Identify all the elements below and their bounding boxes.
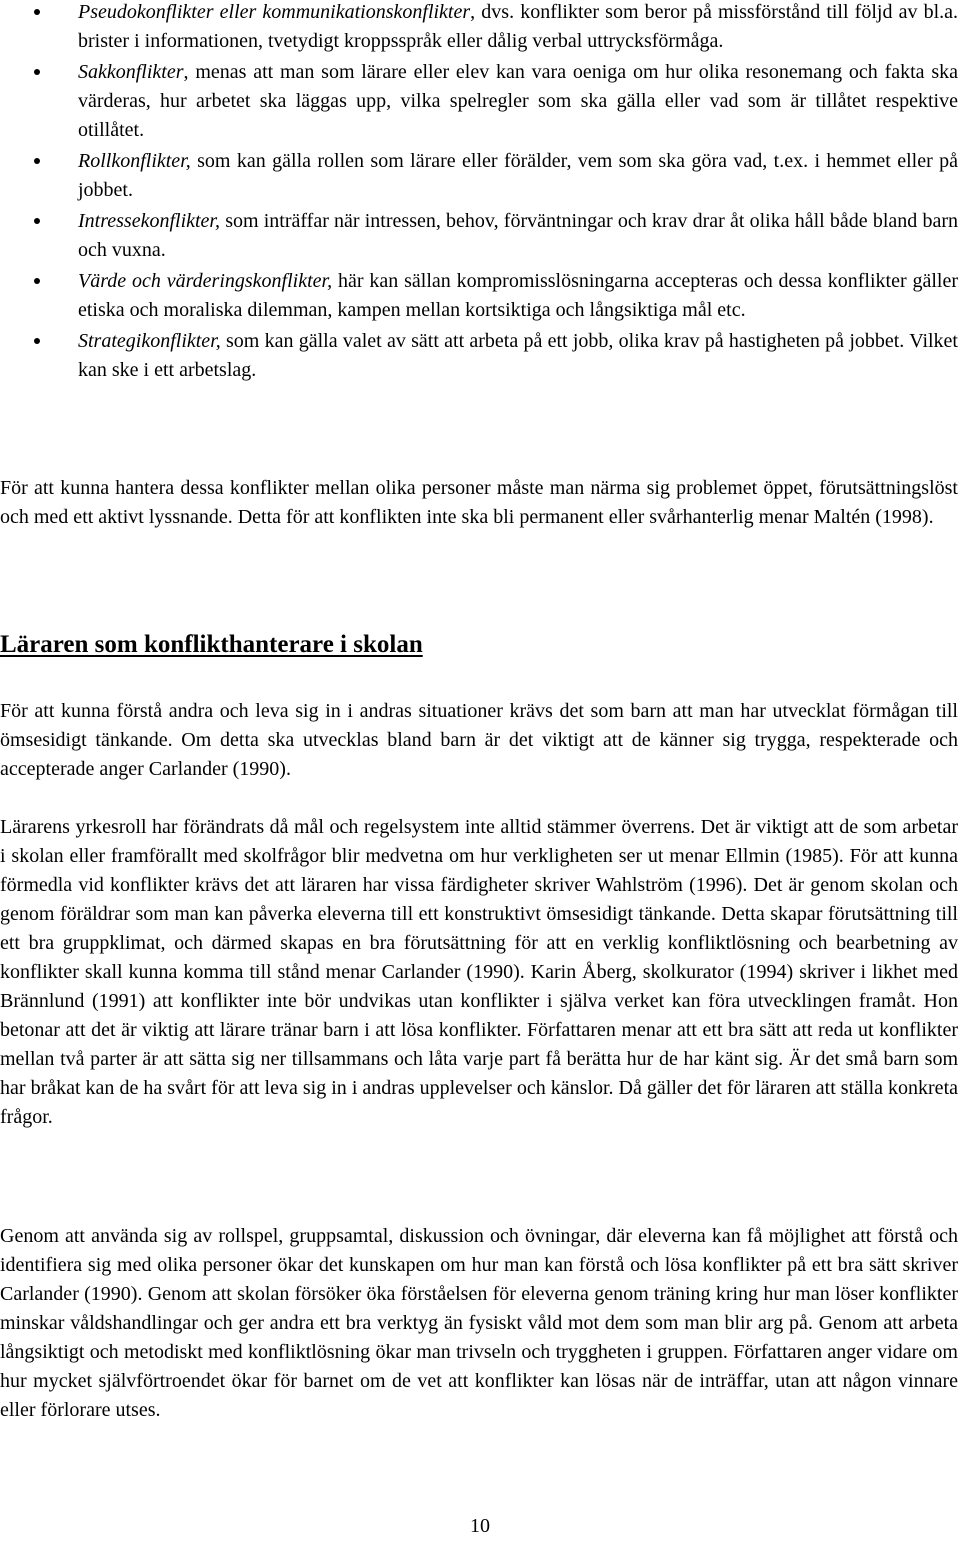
bullet-term: Sakkonflikter bbox=[78, 61, 184, 83]
body-paragraph: För att kunna hantera dessa konflikter mellan olika personer måste man närma sig problemet öppet, förutsättningslöst och med ett aktivt lyssnande. Detta för att konflikten inte ska bli permanent eller svårhanterlig menar Maltén (1998). bbox=[0, 477, 958, 528]
body-paragraph: För att kunna förstå andra och leva sig in i andras situationer krävs det som barn att man har utvecklat förmågan till ömsesidigt tänkande. Om detta ska utvecklas bland barn är det viktigt att de känner sig trygga, respekterade och accepterade anger Carlander (1990). bbox=[0, 700, 958, 780]
bullet-text: som kan gälla rollen som lärare eller förälder, vem som ska göra vad, t.ex. i hemmet eller på jobbet. bbox=[78, 150, 958, 201]
bullet-term: Värde och värderingskonflikter, bbox=[78, 270, 333, 292]
section-heading: Läraren som konflikthanterare i skolan bbox=[0, 631, 423, 658]
bullet-icon bbox=[34, 69, 40, 75]
page-number: 10 bbox=[470, 1515, 490, 1537]
bullet-icon bbox=[34, 218, 40, 224]
bullet-text: , menas att man som lärare eller elev kan vara oeniga om hur olika resonemang och fakta ska värderas, hur arbetet ska läggas upp, vilka spelregler som ska gälla eller vad som är tillåtet respektive otillåtet. bbox=[78, 61, 958, 141]
bullet-icon bbox=[34, 338, 40, 344]
bullet-text: som inträffar när intressen, behov, förväntningar och krav drar åt olika håll både bland barn och vuxna. bbox=[78, 210, 958, 261]
bullet-term: Pseudokonflikter eller kommunikationskonflikter bbox=[78, 1, 471, 23]
bullet-text: , dvs. konflikter som beror på missförstånd till följd av bl.a. brister i informationen, tvetydigt kroppsspråk eller dålig verbal uttrycksförmåga. bbox=[78, 1, 958, 52]
bullet-term: Intressekonflikter, bbox=[78, 210, 221, 232]
list-item bbox=[0, 267, 958, 325]
bullet-icon bbox=[34, 278, 40, 284]
conflict-types-list bbox=[0, 0, 958, 385]
list-item bbox=[0, 0, 958, 56]
bullet-icon bbox=[34, 9, 40, 15]
bullet-text: här kan sällan kompromisslösningarna accepteras och dessa konflikter gäller etiska och moraliska dilemman, kampen mellan kortsiktiga och långsiktiga mål etc. bbox=[78, 270, 959, 321]
bullet-icon bbox=[34, 158, 40, 164]
bullet-term: Strategikonflikter, bbox=[78, 330, 221, 352]
body-paragraph: Lärarens yrkesroll har förändrats då mål och regelsystem inte alltid stämmer överrens. Det är viktigt att de som arbetar i skolan eller framförallt med skolfrågor blir medvetna om hur verkligheten ser ut menar Ellmin (1985). För att kunna förmedla vid konflikter krävs det att läraren har vissa färdigheter skriver Wahlström (1996). Det är genom skolan och genom föräldrar som man kan påverka eleverna till ett konstruktivt ömsesidigt tänkande. Detta skapar förutsättning till ett bra gruppklimat, och därmed skapas en bra förutsättning för att en verklig konfliktlösning och bearbetning av konflikter skall kunna komma till stånd menar Carlander (1990). Karin Åberg, skolkurator (1994) skriver i likhet med Brännlund (1991) att konflikter inte bör undvikas utan konflikter i själva verket kan föra utvecklingen framåt. Hon betonar att det är viktig att lärare tränar barn i att lösa konflikter. Författaren menar att ett bra sätt att reda ut konflikter mellan två parter är att sätta sig ner tillsammans och låta varje part få berätta hur de har känt sig. Är det små barn som har bråkat kan de ha svårt för att leva sig in i andras upplevelser och känslor. Då gäller det för läraren att ställa konkreta frågor. bbox=[0, 816, 958, 1128]
list-item bbox=[0, 147, 958, 205]
bullet-term: Rollkonflikter, bbox=[78, 150, 191, 172]
list-item bbox=[0, 327, 958, 385]
list-item bbox=[0, 58, 958, 145]
list-item bbox=[0, 207, 958, 265]
bullet-text: som kan gälla valet av sätt att arbeta på ett jobb, olika krav på hastigheten på jobbet. Vilket kan ske i ett arbetslag. bbox=[78, 330, 958, 381]
body-paragraph: Genom att använda sig av rollspel, gruppsamtal, diskussion och övningar, där eleverna kan få möjlighet att förstå och identifiera sig med olika personer ökar det kunskapen om hur man kan förstå och lösa konflikter på ett bra sätt skriver Carlander (1990). Genom att skolan försöker öka förståelsen för eleverna genom träning kring hur man löser konflikter minskar våldshandlingar och ger andra ett bra verktyg än fysiskt våld mot dem som man blir arg på. Genom att arbeta långsiktigt och metodiskt med konfliktlösning ökar man trivseln och tryggheten i gruppen. Författaren anger vidare om hur mycket självförtroendet ökar för barnet om de vet att konflikter kan lösas när de inträffar, utan att någon vinnare eller förlorare utses. bbox=[0, 1225, 958, 1421]
